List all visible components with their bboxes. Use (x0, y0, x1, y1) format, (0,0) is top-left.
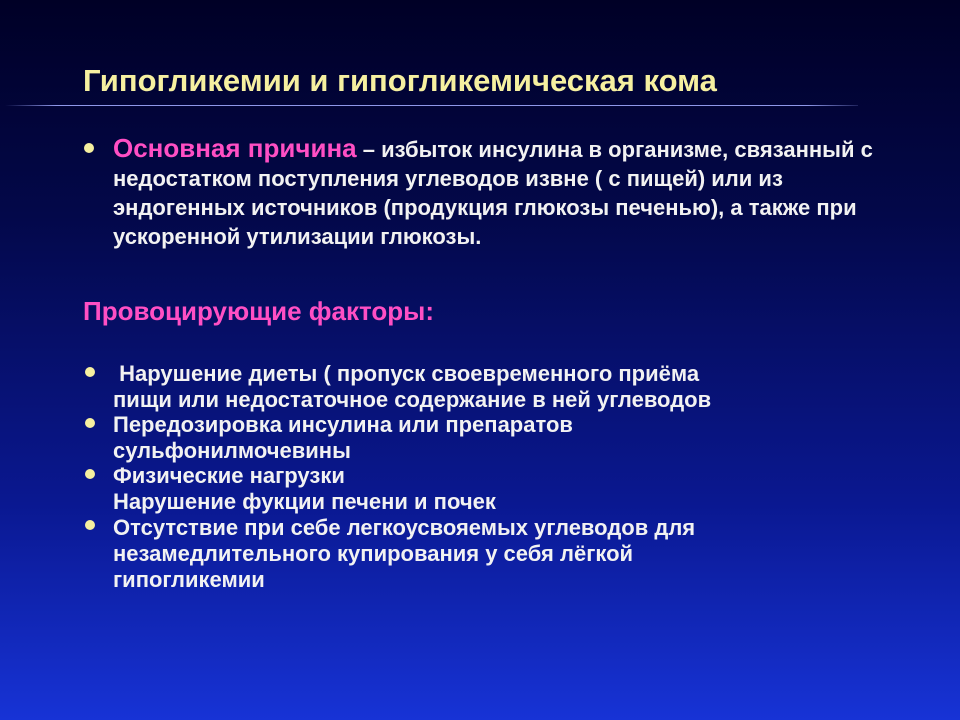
main-point-text: – избыток инсулина в организме, связанный с недостатком поступления углеводов извне ( с пищей) или из эндогенных источников (продукция глюкозы печенью), а также при ускоренной утилизации глюкозы. (113, 137, 873, 249)
factor-4-line-3: гипогликемии (113, 567, 265, 592)
factor-1-line-1: Нарушение диеты ( пропуск своевременного приёма (113, 361, 700, 386)
factor-2-line-2: сульфонилмочевины (113, 438, 351, 463)
factor-item-2 (113, 412, 913, 464)
factor-4-line-1: Отсутствие при себе легкоусвояемых углеводов для (113, 515, 696, 540)
factor-3-line-1: Физические нагрузки (113, 463, 345, 488)
bullet-factor-2 (85, 418, 95, 428)
factor-1-line-2: пищи или недостаточное содержание в ней углеводов (113, 387, 712, 412)
factors-heading: Провоцирующие факторы: (83, 296, 434, 326)
main-point (113, 134, 903, 251)
bullet-main-point (84, 143, 94, 153)
factor-item-4 (113, 515, 913, 593)
title-divider (5, 105, 858, 106)
bullet-factor-3 (85, 469, 95, 479)
main-point-label: Основная причина (113, 133, 357, 163)
factor-2-line-1: Передозировка инсулина или препаратов (113, 412, 573, 437)
bullet-factor-4 (85, 520, 95, 530)
factor-3-line-2: Нарушение фукции печени и почек (113, 489, 496, 514)
factor-item-3 (113, 463, 913, 515)
slide-title: Гипогликемии и гипогликемическая кома (83, 63, 717, 98)
factor-item-1 (113, 361, 913, 413)
bullet-factor-1 (85, 367, 95, 377)
factor-4-line-2: незамедлительного купирования у себя лёгкой (113, 541, 634, 566)
